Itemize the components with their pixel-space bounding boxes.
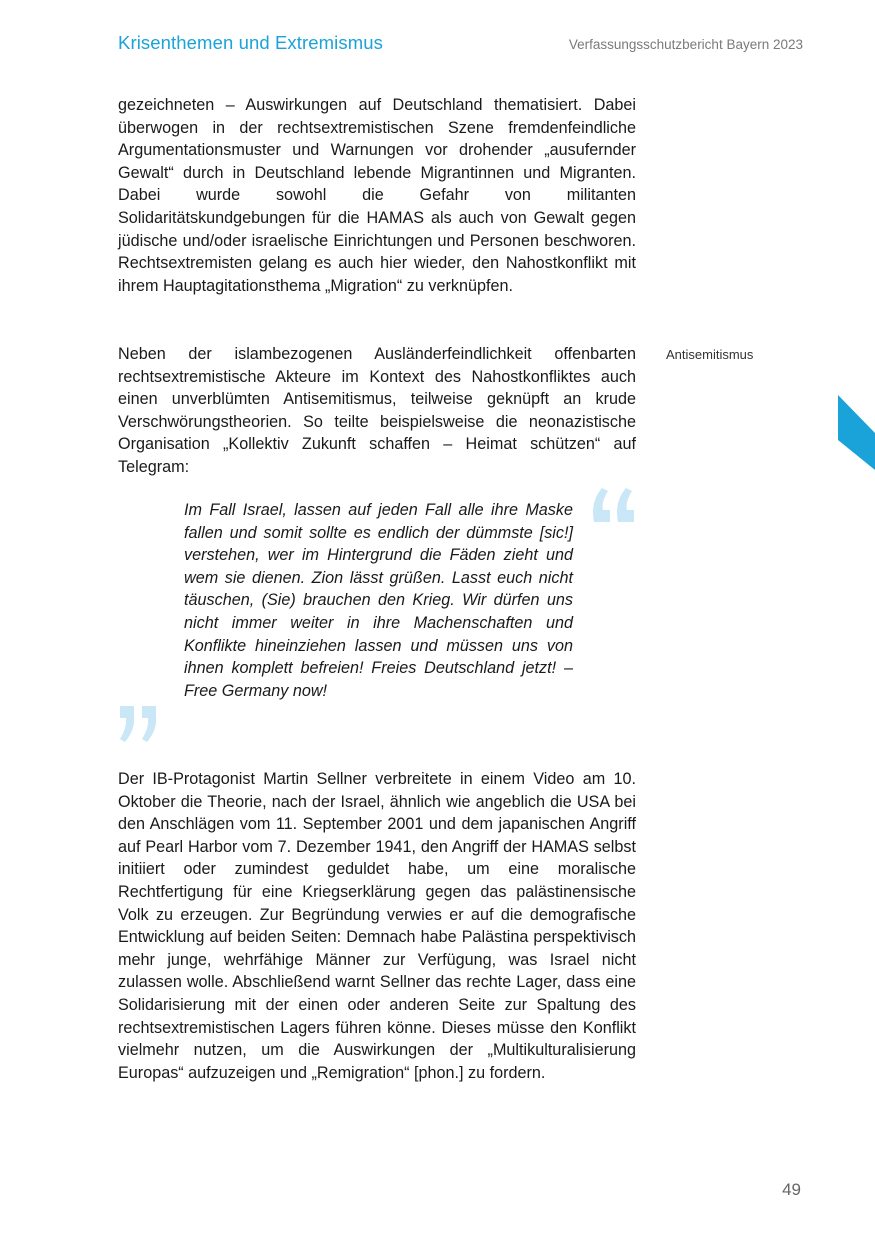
chapter-tab-marker <box>838 395 875 470</box>
blockquote: Im Fall Israel, lassen auf jeden Fall alle ihre Maske fallen und somit sollte es endlich der dümmste [sic!] verstehen, wer im Hintergrund die Fäden zieht und wem sie dienen. Zion lässt grüßen. Lasst euch nicht täuschen, (Sie) brauchen den Krieg. Wir dürfen uns nicht immer weiter in ihre Machenschaften und Konflikte hineinziehen lassen und müssen uns von ihnen komplett befreien! Freies Deutschland jetzt! – Free Germany now! <box>184 501 573 700</box>
body-paragraph-2: Neben der islambezogenen Ausländerfeindlichkeit offenbarten rechtsextremistische Akteure im Kontext des Nahostkonfliktes auch einen unverblümten Antisemitismus, teilweise geknüpft an krude Verschwörungstheorien. So teilte beispielsweise die neonazistische Organisation „Kollektiv Zukunft schaffen – Heimat schützen“ auf Telegram: <box>118 345 636 476</box>
report-title: Verfassungsschutzbericht Bayern 2023 <box>568 37 803 52</box>
body-paragraph-1: gezeichneten – Auswirkungen auf Deutschland thematisiert. Dabei überwogen in der rechtsextremistischen Szene fremdenfeindliche Argumentationsmuster und Warnungen vor drohender „ausufernder Gewalt“ durch in Deutschland lebende Migrantinnen und Migranten. Dabei wurde sowohl die Gefahr von militanten Solidaritätskundgebungen für die HAMAS als auch von Gewalt gegen jüdische und/oder israelische Einrichtungen und Personen beschworen. Rechtsextremisten gelang es auch hier wieder, den Nahostkonflikt mit ihrem Hauptagitationsthema „Migration“ zu verknüpfen. <box>118 96 636 295</box>
page-number: 49 <box>782 1180 801 1199</box>
section-title: Krisenthemen und Extremismus <box>118 32 383 53</box>
margin-note: Antisemitismus <box>666 347 754 362</box>
close-quote-icon <box>118 704 164 744</box>
body-paragraph-3: Der IB-Protagonist Martin Sellner verbreitete in einem Video am 10. Oktober die Theorie, nach der Israel, ähnlich wie angeblich die USA bei den Anschlägen vom 11. September 2001 und dem japanischen Angriff auf Pearl Harbor vom 7. Dezember 1941, den Angriff der HAMAS selbst initiiert oder zumindest geduldet habe, um eine moralische Rechtfertigung für eine Kriegserklärung gegen das palästinensische Volk zu erzeugen. Zur Begründung verwies er auf die demografische Entwicklung auf beiden Seiten: Demnach habe Palästina perspektivisch mehr junge, wehrfähige Männer zur Verfügung, was Israel nicht zulassen wolle. Abschließend warnt Sellner das rechte Lager, dass eine Solidarisierung mit der einen oder anderen Seite zur Spaltung des rechtsextremistischen Lagers führen könne. Dieses müsse den Konflikt vielmehr nutzen, um die Auswirkungen der „Multikulturalisierung Europas“ aufzuzeigen und „Remigration“ [phon.] zu fordern. <box>118 770 636 1082</box>
open-quote-icon <box>590 482 640 526</box>
